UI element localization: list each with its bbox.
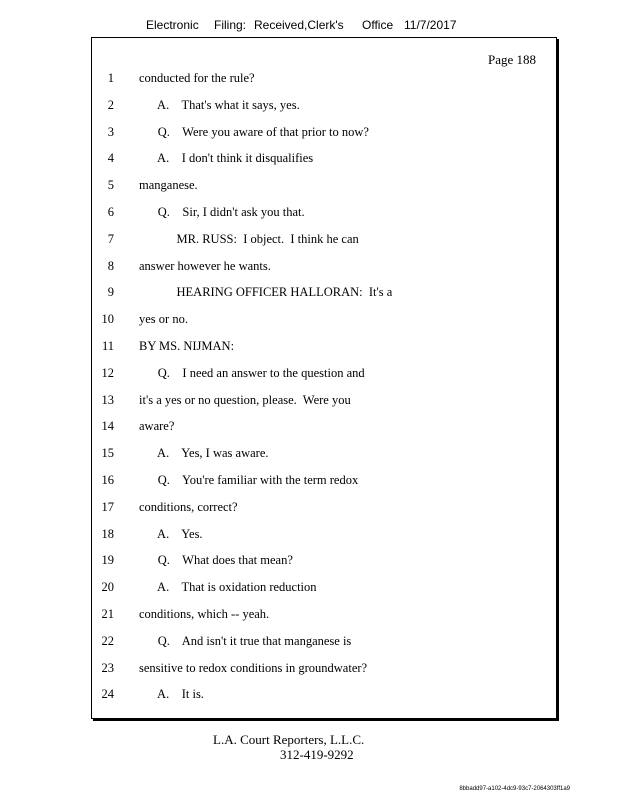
line-number: 5: [107, 178, 114, 193]
transcript-line: [92, 93, 556, 120]
transcript-line: [92, 388, 556, 415]
line-number: 8: [107, 258, 114, 273]
transcript-line: [92, 575, 556, 602]
line-number: 14: [101, 419, 114, 434]
reporter-phone: 312-419-9292: [280, 747, 354, 762]
line-number: 11: [101, 338, 114, 353]
transcript-line: [92, 334, 556, 361]
filing-header: [0, 18, 618, 36]
line-text: sensitive to redox conditions in groundwater?: [139, 660, 368, 675]
line-number: 15: [101, 446, 114, 461]
line-text: Q. Sir, I didn't ask you that.: [139, 204, 305, 219]
transcript-line: [92, 682, 556, 709]
line-number: 16: [101, 472, 114, 487]
line-text: BY MS. NIJMAN:: [139, 338, 235, 353]
transcript-page: [91, 37, 557, 719]
header-received: Received,Clerk's: [254, 18, 344, 32]
line-number: 6: [107, 204, 114, 219]
header-office: Office: [362, 18, 394, 32]
line-number: 20: [101, 580, 114, 595]
line-number: 22: [101, 633, 114, 648]
transcript-line: [92, 361, 556, 388]
transcript-line: [92, 200, 556, 227]
line-text: Q. Were you aware of that prior to now?: [139, 124, 369, 139]
transcript-line: [92, 66, 556, 93]
transcript-line: [92, 414, 556, 441]
line-text: Q. And isn't it true that manganese is: [139, 633, 352, 648]
line-text: manganese.: [139, 178, 198, 193]
line-text: Q. You're familiar with the term redox: [139, 472, 359, 487]
line-number: 12: [101, 365, 114, 380]
header-date: 11/7/2017: [404, 18, 457, 32]
line-text: Q. What does that mean?: [139, 553, 293, 568]
line-text: conditions, which -- yeah.: [139, 606, 270, 621]
line-number: 17: [101, 499, 114, 514]
line-text: A. That's what it says, yes.: [139, 97, 300, 112]
line-number: 18: [101, 526, 114, 541]
transcript-lines: [92, 66, 556, 709]
line-number: 4: [107, 151, 114, 166]
transcript-line: [92, 629, 556, 656]
line-text: A. I don't think it disqualifies: [139, 151, 314, 166]
line-text: answer however he wants.: [139, 258, 271, 273]
line-number: 24: [101, 687, 114, 702]
transcript-line: [92, 522, 556, 549]
line-text: A. Yes.: [139, 526, 203, 541]
transcript-line: [92, 146, 556, 173]
line-text: HEARING OFFICER HALLORAN: It's a: [139, 285, 393, 300]
line-number: 3: [107, 124, 114, 139]
line-number: 10: [101, 312, 114, 327]
transcript-line: [92, 173, 556, 200]
transcript-line: [92, 468, 556, 495]
transcript-line: [92, 254, 556, 281]
line-number: 21: [101, 606, 114, 621]
line-text: Q. I need an answer to the question and: [139, 365, 365, 380]
header-filing: Filing:: [214, 18, 247, 32]
line-number: 23: [101, 660, 114, 675]
document-id: 8bbadd97-a102-4dc9-93c7-2064303ff1a9: [459, 786, 570, 792]
transcript-line: [92, 441, 556, 468]
transcript-line: [92, 280, 556, 307]
transcript-line: [92, 548, 556, 575]
line-number: 2: [107, 97, 114, 112]
transcript-line: [92, 307, 556, 334]
line-text: conditions, correct?: [139, 499, 238, 514]
line-number: 9: [107, 285, 114, 300]
line-number: 13: [101, 392, 114, 407]
line-text: A. It is.: [139, 687, 204, 702]
line-number: 7: [107, 231, 114, 246]
transcript-line: [92, 656, 556, 683]
line-text: yes or no.: [139, 312, 188, 327]
transcript-line: [92, 602, 556, 629]
transcript-line: [92, 120, 556, 147]
line-text: MR. RUSS: I object. I think he can: [139, 231, 359, 246]
line-text: it's a yes or no question, please. Were you: [139, 392, 351, 407]
line-number: 19: [101, 553, 114, 568]
page-number: Page 188: [487, 52, 536, 67]
line-text: A. That is oxidation reduction: [139, 580, 317, 595]
line-number: 1: [107, 71, 114, 85]
header-electronic: Electronic: [146, 18, 199, 32]
line-text: conducted for the rule?: [139, 71, 255, 85]
reporter-company: L.A. Court Reporters, L.L.C.: [213, 732, 365, 747]
transcript-line: [92, 227, 556, 254]
line-text: A. Yes, I was aware.: [139, 446, 269, 461]
line-text: aware?: [139, 419, 175, 434]
transcript-line: [92, 495, 556, 522]
